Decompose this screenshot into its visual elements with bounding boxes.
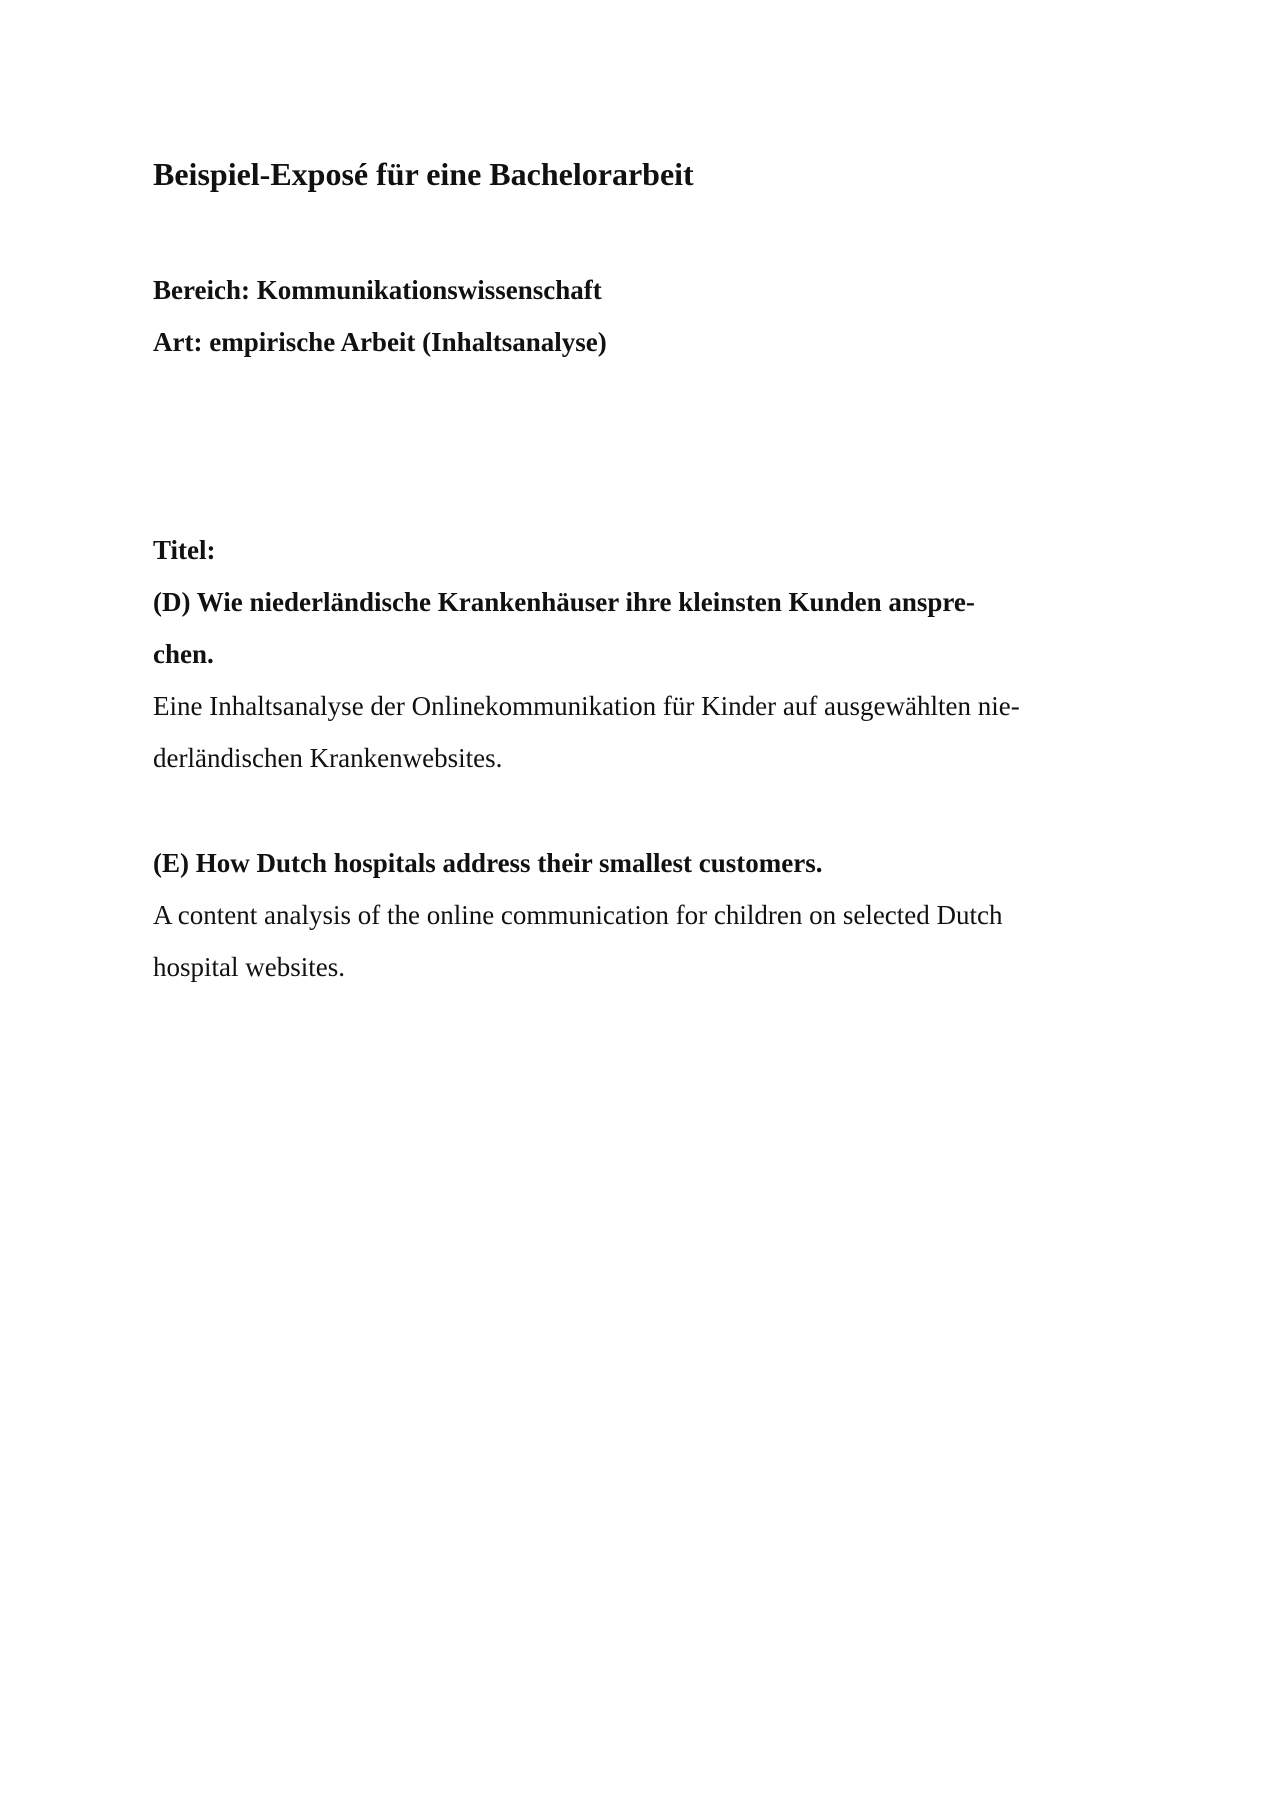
german-title-line: chen.: [153, 639, 214, 669]
field-area: Bereich: Kommunikationswissenschaft: [153, 275, 602, 305]
work-type: Art: empirische Arbeit (Inhaltsanalyse): [153, 327, 607, 357]
document-heading: Beispiel-Exposé für eine Bachelorarbeit: [153, 156, 694, 192]
german-subtitle-line: Eine Inhaltsanalyse der Onlinekommunikation für Kinder auf ausgewählten nie-: [153, 691, 1020, 721]
english-title-line: (E) How Dutch hospitals address their smallest customers.: [153, 848, 823, 878]
english-subtitle-line: hospital websites.: [153, 952, 345, 982]
english-subtitle-line: A content analysis of the online communication for children on selected Dutch: [153, 900, 1003, 930]
german-title-line: (D) Wie niederländische Krankenhäuser ihre kleinsten Kunden anspre-: [153, 587, 975, 617]
german-subtitle-line: derländischen Krankenwebsites.: [153, 743, 503, 773]
title-section-label: Titel:: [153, 535, 216, 565]
